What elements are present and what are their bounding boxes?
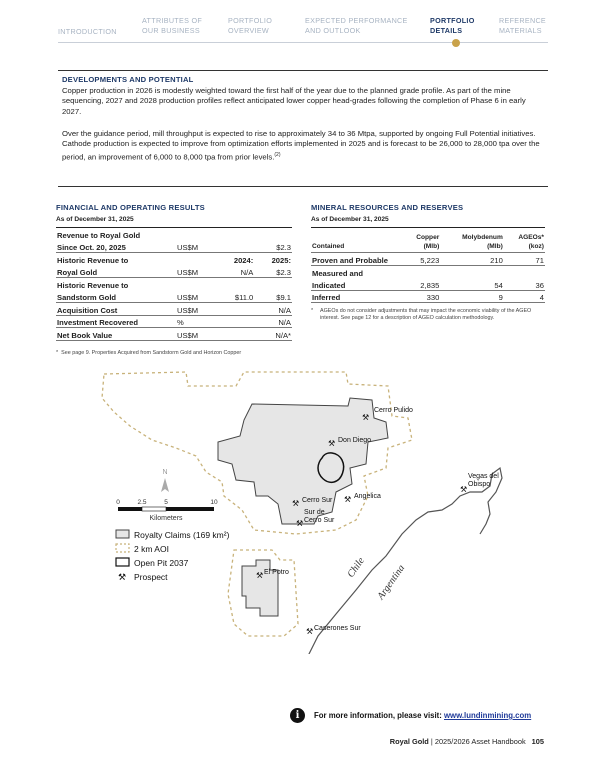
header-ageo-line2: (koz) bbox=[528, 242, 544, 250]
prospect-marker-icon: ⚒ bbox=[296, 519, 304, 528]
footer-title: | 2025/2026 Asset Handbook bbox=[430, 737, 526, 746]
financial-table bbox=[56, 227, 292, 341]
legend-swatch-royalty bbox=[116, 530, 129, 538]
place-angelica: Angelica bbox=[354, 493, 381, 500]
table-row bbox=[311, 290, 545, 303]
table-row bbox=[56, 253, 292, 266]
row-ageo: 4 bbox=[504, 290, 545, 303]
footnote-text: See page 9. Properties Acquired from Sandstorm Gold and Horizon Copper bbox=[61, 350, 242, 356]
row-ageo: 36 bbox=[504, 278, 545, 291]
row-copper: 330 bbox=[403, 290, 440, 303]
legend-pit-label: Open Pit 2037 bbox=[134, 558, 189, 568]
page-footer bbox=[390, 737, 544, 746]
prospect-marker-icon: ⚒ bbox=[306, 627, 314, 636]
nav-item-portfolio-overview[interactable]: PORTFOLIO OVERVIEW bbox=[228, 16, 273, 35]
paragraph-text: Over the guidance period, mill throughput is expected to rise to approximately 34 to 36 Mtpa, supported by ongoing Full Potential initiatives. Cathode production is expected to improve from optimization efforts implemented in 2025 and is forecast to be 26,000 to 28,000 tpa over the period, an improvement of 6,000 to 8,000 tpa from prior levels. bbox=[62, 129, 540, 162]
scale-tick-10: 10 bbox=[210, 499, 218, 506]
legend-prospect-icon: ⚒ bbox=[118, 572, 127, 582]
scale-segment bbox=[142, 507, 166, 511]
header-moly-line1: Molybdenum bbox=[462, 234, 503, 241]
nav-item-introduction[interactable]: INTRODUCTION bbox=[58, 27, 117, 36]
row-value-2025: $2.3 bbox=[254, 265, 292, 278]
place-don-diego: Don Diego bbox=[338, 437, 372, 444]
row-label: Acquisition Cost bbox=[56, 303, 176, 316]
row-label: Inferred bbox=[311, 290, 403, 303]
nav-item-portfolio-details[interactable]: PORTFOLIO DETAILS bbox=[430, 16, 475, 35]
table-header-row bbox=[311, 228, 545, 253]
row-label: Royal Gold bbox=[56, 265, 176, 278]
scale-segment bbox=[166, 507, 214, 511]
project-map bbox=[56, 364, 546, 654]
country-label-chile: Chile bbox=[345, 555, 367, 580]
row-value-2024: $11.0 bbox=[217, 290, 255, 303]
scale-tick-0: 0 bbox=[116, 499, 120, 506]
row-copper: 5,223 bbox=[403, 253, 440, 266]
row-moly: 9 bbox=[440, 290, 504, 303]
year-header-2025: 2025: bbox=[271, 256, 291, 265]
place-sur-de-line1: Sur de bbox=[304, 509, 325, 516]
header-copper bbox=[403, 228, 440, 253]
row-unit: US$M bbox=[176, 303, 217, 316]
row-unit: % bbox=[176, 315, 217, 328]
financial-footnote bbox=[56, 350, 241, 357]
developments-paragraph-2 bbox=[62, 129, 540, 162]
map-legend bbox=[116, 530, 230, 582]
north-arrow-icon bbox=[161, 478, 169, 492]
table-row bbox=[311, 278, 545, 291]
mineral-as-of: As of December 31, 2025 bbox=[311, 216, 389, 223]
table-row bbox=[56, 240, 292, 253]
financial-as-of: As of December 31, 2025 bbox=[56, 216, 134, 223]
table-row bbox=[56, 265, 292, 278]
scale-bar bbox=[116, 499, 218, 522]
place-sur-de-line2: Cerro Sur bbox=[304, 517, 335, 524]
scale-segment bbox=[118, 507, 142, 511]
info-icon: i bbox=[290, 708, 305, 723]
row-label: Revenue to Royal Gold bbox=[56, 228, 176, 241]
more-info-label: For more information, please visit: bbox=[314, 711, 442, 720]
footnote-text: AGEOs do not consider adjustments that may impact the economic viability of the AGEO interest. See page 12 for a description of AGEO calculation methodology. bbox=[320, 308, 532, 321]
legend-royalty-label: Royalty Claims (169 km²) bbox=[134, 530, 230, 540]
table-row bbox=[56, 315, 292, 328]
place-cerro-pulido: Cerro Pulido bbox=[374, 407, 413, 414]
scale-tick-5: 5 bbox=[164, 499, 168, 506]
header-ageos bbox=[504, 228, 545, 253]
nav-item-attributes[interactable]: ATTRIBUTES OF OUR BUSINESS bbox=[142, 16, 203, 35]
page-number: 105 bbox=[531, 737, 544, 746]
row-label: Investment Recovered bbox=[56, 315, 176, 328]
footnote-ref: (2) bbox=[274, 151, 281, 158]
legend-aoi-label: 2 km AOI bbox=[134, 544, 169, 554]
country-label-argentina: Argentina bbox=[375, 562, 408, 602]
website-link[interactable]: www.lundinmining.com bbox=[443, 711, 532, 720]
north-arrow bbox=[161, 469, 169, 492]
row-value: $2.3 bbox=[254, 240, 292, 253]
section-rule bbox=[58, 186, 548, 187]
prospect-marker-icon: ⚒ bbox=[292, 499, 300, 508]
more-info-text bbox=[314, 711, 531, 720]
nav-item-reference-materials[interactable]: REFERENCE MATERIALS bbox=[499, 16, 547, 35]
footnote-mark: * bbox=[56, 350, 59, 356]
row-label: Indicated bbox=[311, 278, 403, 291]
prospect-marker-icon: ⚒ bbox=[460, 485, 468, 494]
row-moly: 54 bbox=[440, 278, 504, 291]
row-value: N/A bbox=[254, 303, 292, 316]
mineral-footnote bbox=[311, 308, 537, 322]
header-ageo-line1: AGEOs* bbox=[518, 234, 544, 241]
header-copper-line1: Copper bbox=[416, 234, 440, 241]
row-value: N/A* bbox=[254, 328, 292, 341]
row-label: Historic Revenue to bbox=[57, 256, 129, 265]
row-moly: 210 bbox=[440, 253, 504, 266]
table-row bbox=[56, 228, 292, 241]
table-row bbox=[56, 278, 292, 291]
row-label: Net Book Value bbox=[56, 328, 176, 341]
place-cerro-sur: Cerro Sur bbox=[302, 497, 333, 504]
table-row bbox=[56, 290, 292, 303]
mineral-table bbox=[311, 227, 545, 303]
year-header-2024: 2024: bbox=[233, 256, 254, 265]
developments-title: DEVELOPMENTS AND POTENTIAL bbox=[62, 75, 194, 84]
place-vegas-line1: Vegas del bbox=[468, 473, 499, 480]
footer-brand: Royal Gold bbox=[389, 737, 429, 746]
scale-unit: Kilometers bbox=[149, 515, 183, 522]
header-contained: Contained bbox=[311, 228, 403, 253]
prospect-marker-icon: ⚒ bbox=[362, 413, 370, 422]
table-row bbox=[311, 253, 545, 266]
scale-tick-2-5: 2.5 bbox=[137, 499, 147, 506]
nav-divider bbox=[58, 42, 548, 43]
nav-active-indicator bbox=[452, 39, 460, 47]
table-row bbox=[311, 265, 545, 278]
row-value: N/A bbox=[254, 315, 292, 328]
header-molybdenum bbox=[440, 228, 504, 253]
financial-title: FINANCIAL AND OPERATING RESULTS bbox=[56, 203, 205, 212]
more-info bbox=[290, 708, 546, 724]
header-moly-line2: (Mlb) bbox=[487, 242, 503, 250]
row-value-2024: N/A bbox=[217, 265, 255, 278]
nav-item-expected-performance[interactable]: EXPECTED PERFORMANCE AND OUTLOOK bbox=[305, 16, 408, 35]
footnote-mark: * bbox=[311, 308, 314, 314]
row-label: Measured and bbox=[312, 268, 364, 278]
north-label: N bbox=[162, 469, 168, 476]
place-el-potro: El Potro bbox=[264, 569, 289, 576]
row-value-2025: $9.1 bbox=[254, 290, 292, 303]
row-unit: US$M bbox=[176, 328, 217, 341]
row-unit: US$M bbox=[176, 240, 217, 253]
row-ageo: 71 bbox=[504, 253, 545, 266]
prospect-marker-icon: ⚒ bbox=[344, 495, 352, 504]
row-copper: 2,835 bbox=[403, 278, 440, 291]
legend-swatch-pit bbox=[116, 558, 129, 566]
row-label: Since Oct. 20, 2025 bbox=[56, 240, 176, 253]
developments-paragraph-1: Copper production in 2026 is modestly weighted toward the first half of the year due to the planned grade profile. As part of the mine sequencing, 2027 and 2028 production profiles reflect anticipated lower copper head-grades following the completion of Phase 6 in early 2027. bbox=[62, 86, 526, 116]
row-label: Proven and Probable bbox=[311, 253, 403, 266]
mineral-title: MINERAL RESOURCES AND RESERVES bbox=[311, 203, 464, 212]
table-row bbox=[56, 328, 292, 341]
place-caserones-sur: Caserones Sur bbox=[314, 625, 361, 632]
section-rule bbox=[58, 70, 548, 71]
prospect-marker-icon: ⚒ bbox=[328, 439, 336, 448]
prospect-marker-icon: ⚒ bbox=[256, 571, 264, 580]
row-unit: US$M bbox=[176, 265, 217, 278]
header-copper-line2: (Mlb) bbox=[423, 242, 440, 250]
row-label: Sandstorm Gold bbox=[56, 290, 176, 303]
place-vegas-line2: Obispo bbox=[468, 481, 491, 488]
legend-swatch-aoi bbox=[116, 544, 129, 552]
table-row bbox=[56, 303, 292, 316]
row-label: Historic Revenue to bbox=[57, 281, 129, 290]
legend-prospect-label: Prospect bbox=[134, 572, 168, 582]
row-unit: US$M bbox=[176, 290, 217, 303]
